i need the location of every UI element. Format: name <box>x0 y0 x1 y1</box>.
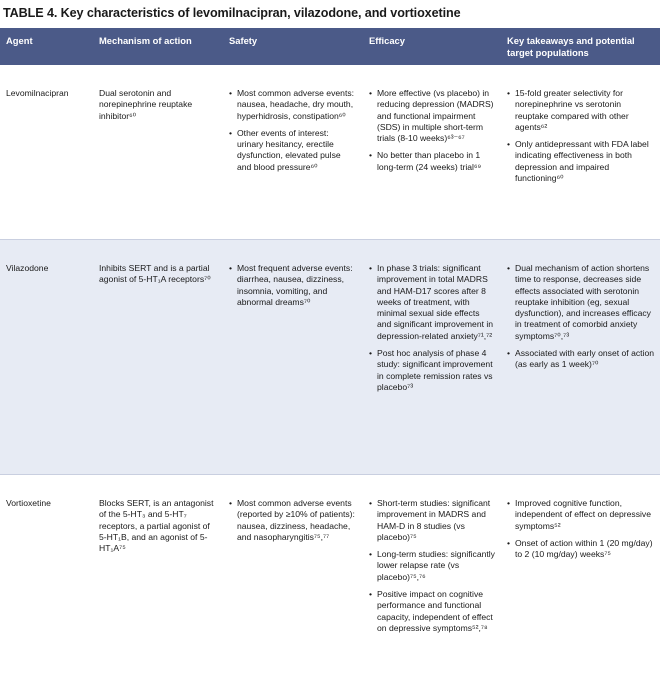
takeaways-cell <box>501 65 660 240</box>
list-item: • 15-fold greater selectivity for norepinephrine vs serotonin reuptake compared with other agents⁶² <box>507 88 654 133</box>
list-item: • Post hoc analysis of phase 4 study: significant improvement in complete remission rates vs placebo⁷³ <box>369 348 495 393</box>
safety-cell <box>223 65 363 240</box>
agent-cell: Levomilnacipran <box>0 65 93 240</box>
safety-cell <box>223 475 363 686</box>
list-item: • Associated with early onset of action (as early as 1 week)⁷⁰ <box>507 348 654 371</box>
mechanism-cell: Dual serotonin and norepinephrine reuptake inhibitor⁶⁰ <box>93 65 223 240</box>
header-agent: Agent <box>0 28 93 65</box>
efficacy-cell <box>363 65 501 240</box>
header-mechanism: Mechanism of action <box>93 28 223 65</box>
header-takeaways: Key takeaways and potential target populations <box>501 28 660 65</box>
list-item: • More effective (vs placebo) in reducing depression (MADRS) and functional impairment (SDS) in multiple short-term trials (8-10 weeks)⁶³⁻⁶⁷ <box>369 88 495 144</box>
list-item: • Most common adverse events (reported by ≥10% of patients): nausea, dizziness, headache, and nasopharyngitis⁷⁵,⁷⁷ <box>229 498 357 543</box>
list-item: • Positive impact on cognitive performance and functional capacity, independent of effect on depressive symptoms⁵²,⁷⁸ <box>369 589 495 634</box>
takeaways-cell <box>501 475 660 686</box>
list-item: • Long-term studies: significantly lower relapse rate (vs placebo)⁷⁵,⁷⁶ <box>369 549 495 583</box>
list-item: • Dual mechanism of action shortens time to response, decreases side effects associated with serotonin reuptake inhibition (eg, sexual dysfunction), and increases efficacy in treatment of comorbid anxiety symptoms⁷⁰,⁷³ <box>507 263 654 342</box>
list-item: • No better than placebo in 1 long-term (24 weeks) trial⁶⁹ <box>369 150 495 173</box>
mechanism-cell: Inhibits SERT and is a partial agonist of 5-HT₁A receptors⁷⁰ <box>93 240 223 475</box>
table-row <box>0 240 660 475</box>
header-row <box>0 28 660 65</box>
list-item: • In phase 3 trials: significant improvement in total MADRS and HAM-D17 scores after 8 weeks of treatment, with minimal sexual side effects and significant improvement in depression-related anxiety⁷¹,⁷² <box>369 263 495 342</box>
mechanism-cell: Blocks SERT, is an antagonist of the 5-HT₃ and 5-HT₇ receptors, a partial agonist of 5-HT₁B, and an agonist of 5-HT₁A⁷⁵ <box>93 475 223 686</box>
list-item: • Only antidepressant with FDA label indicating effectiveness in both depression and impaired functioning⁶⁰ <box>507 139 654 184</box>
header-efficacy: Efficacy <box>363 28 501 65</box>
agent-cell: Vilazodone <box>0 240 93 475</box>
list-item: • Most frequent adverse events: diarrhea, nausea, dizziness, insomnia, vomiting, and abnormal dreams⁷⁰ <box>229 263 357 308</box>
agent-cell: Vortioxetine <box>0 475 93 686</box>
table-row <box>0 65 660 240</box>
header-safety: Safety <box>223 28 363 65</box>
list-item: • Short-term studies: significant improvement in MADRS and HAM-D in 8 studies (vs placebo)⁷⁵ <box>369 498 495 543</box>
list-item: • Improved cognitive function, independent of effect on depressive symptoms⁵² <box>507 498 654 532</box>
list-item: • Most common adverse events: nausea, headache, dry mouth, hyperhidrosis, constipation⁶⁰ <box>229 88 357 122</box>
efficacy-cell <box>363 240 501 475</box>
characteristics-table <box>0 28 660 686</box>
table-row <box>0 475 660 686</box>
table-title: TABLE 4. Key characteristics of levomilnacipran, vilazodone, and vortioxetine <box>3 6 460 20</box>
takeaways-cell <box>501 240 660 475</box>
efficacy-cell <box>363 475 501 686</box>
list-item: • Other events of interest: urinary hesitancy, erectile dysfunction, elevated pulse and blood pressure⁶⁰ <box>229 128 357 173</box>
safety-cell <box>223 240 363 475</box>
list-item: • Onset of action within 1 (20 mg/day) to 2 (10 mg/day) weeks⁷⁵ <box>507 538 654 561</box>
